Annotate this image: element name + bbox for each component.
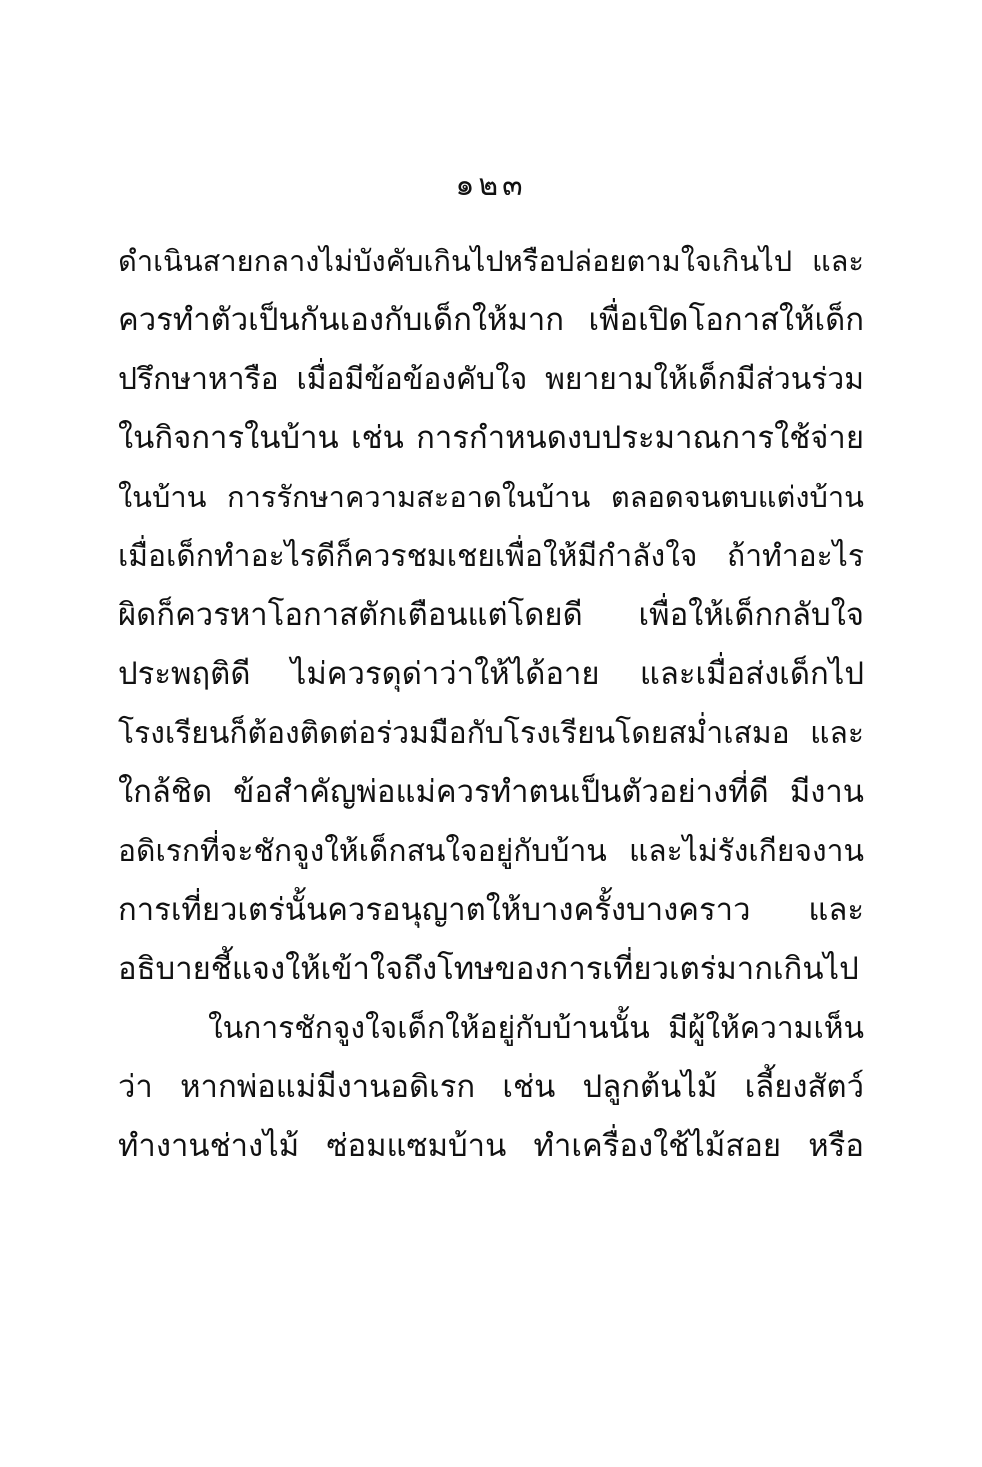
text-line: ประพฤติดี ไม่ควรดุด่าว่าให้ได้อาย และเมื่อส่งเด็กไป <box>118 656 864 692</box>
text-line: ในกิจการในบ้าน เช่น การกำหนดงบประมาณการใช้จ่าย <box>118 420 864 456</box>
paragraph-first-line: ในการชักจูงใจเด็กให้อยู่กับบ้านนั้น มีผู้ให้ความเห็น <box>208 1011 864 1046</box>
text-line: ใกล้ชิด ข้อสำคัญพ่อแม่ควรทำตนเป็นตัวอย่างที่ดี มีงาน <box>118 774 864 810</box>
text-line: เมื่อเด็กทำอะไรดีก็ควรชมเชยเพื่อให้มีกำลังใจ ถ้าทำอะไร <box>118 539 864 574</box>
text-line: ปรึกษาหารือ เมื่อมีข้อข้องคับใจ พยายามให้เด็กมีส่วนร่วม <box>118 362 864 397</box>
text-line: โรงเรียนก็ต้องติดต่อร่วมมือกับโรงเรียนโดยสม่ำเสมอ และ <box>118 716 864 751</box>
text-line: ในบ้าน การรักษาความสะอาดในบ้าน ตลอดจนตบแต่งบ้าน <box>118 480 864 514</box>
text-line: การเที่ยวเตร่นั้นควรอนุญาตให้บางครั้งบางคราว และ <box>118 892 864 928</box>
text-line: ดำเนินสายกลางไม่บังคับเกินไปหรือปล่อยตามใจเกินไป และ <box>118 244 864 278</box>
text-line: อธิบายชี้แจงให้เข้าใจถึงโทษของการเที่ยวเตร่มากเกินไป <box>118 951 859 987</box>
page-number: ๑๒๓ <box>455 168 527 203</box>
body-text <box>118 232 864 1176</box>
text-line: ผิดก็ควรหาโอกาสตักเตือนแต่โดยดี เพื่อให้เด็กกลับใจ <box>118 597 864 633</box>
text-line: ว่า หากพ่อแม่มีงานอดิเรก เช่น ปลูกต้นไม้ เลี้ยงสัตว์ <box>118 1069 864 1105</box>
text-line: ควรทำตัวเป็นกันเองกับเด็กให้มาก เพื่อเปิดโอกาสให้เด็ก <box>118 302 864 338</box>
text-line: อดิเรกที่จะชักจูงให้เด็กสนใจอยู่กับบ้าน และไม่รังเกียจงาน <box>118 834 864 869</box>
text-line: ทำงานช่างไม้ ซ่อมแซมบ้าน ทำเครื่องใช้ไม้สอย หรือ <box>118 1128 864 1164</box>
